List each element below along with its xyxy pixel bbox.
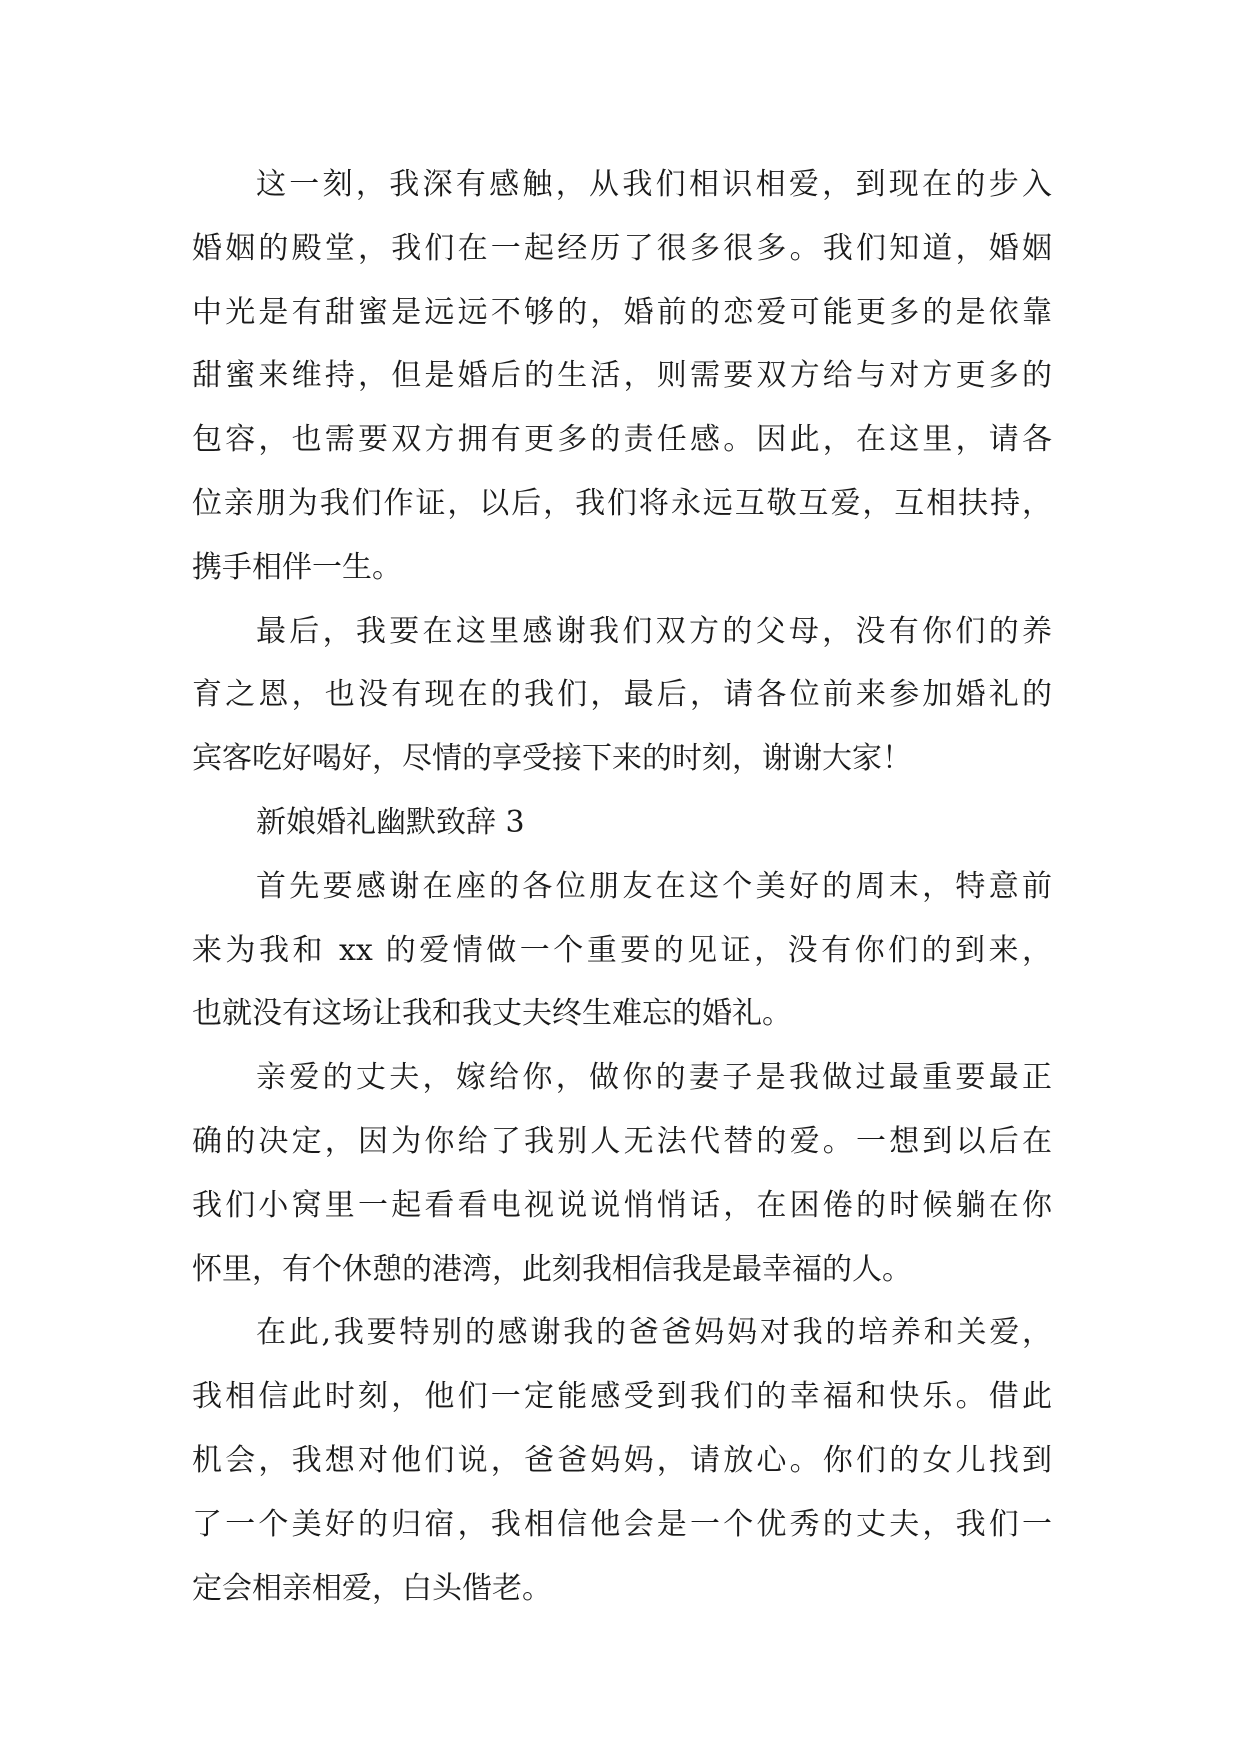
text-line: 育之恩，也没有现在的我们，最后，请各位前来参加婚礼的 xyxy=(192,677,1052,713)
document-body xyxy=(192,153,1052,1620)
text-line: 机会，我想对他们说，爸爸妈妈，请放心。你们的女儿找到 xyxy=(192,1442,1052,1478)
text-line: 也就没有这场让我和我丈夫终生难忘的婚礼。 xyxy=(192,996,792,1032)
text-line: 我相信此时刻，他们一定能感受到我们的幸福和快乐。借此 xyxy=(192,1379,1052,1415)
text-line: 定会相亲相爱，白头偕老。 xyxy=(192,1570,552,1606)
paragraph-to-parents xyxy=(192,1301,1052,1620)
paragraph-to-husband xyxy=(192,1046,1052,1301)
paragraph-thanks-guests xyxy=(192,855,1052,1046)
text-line: 确的决定，因为你给了我别人无法代替的爱。一想到以后在 xyxy=(192,1123,1052,1159)
text-line: 这一刻，我深有感触，从我们相识相爱，到现在的步入 xyxy=(256,167,1052,202)
text-line: 宾客吃好喝好，尽情的享受接下来的时刻，谢谢大家！ xyxy=(192,741,912,777)
text-line: 亲爱的丈夫，嫁给你，做你的妻子是我做过最重要最正 xyxy=(256,1060,1052,1096)
text-line: 怀里，有个休憩的港湾，此刻我相信我是最幸福的人。 xyxy=(192,1251,912,1287)
text-line: 来为我和 xx 的爱情做一个重要的见证，没有你们的到来， xyxy=(192,932,1052,968)
text-line: 最后，我要在这里感谢我们双方的父母，没有你们的养 xyxy=(256,613,1052,649)
text-line: 包容，也需要双方拥有更多的责任感。因此，在这里，请各 xyxy=(192,422,1052,458)
section-title: 新娘婚礼幽默致辞 3 xyxy=(256,804,525,840)
text-line: 位亲朋为我们作证，以后，我们将永远互敬互爱，互相扶持， xyxy=(192,485,1052,521)
section-heading xyxy=(192,791,1052,855)
text-line: 携手相伴一生。 xyxy=(192,549,402,585)
text-line: 了一个美好的归宿，我相信他会是一个优秀的丈夫，我们一 xyxy=(192,1506,1052,1542)
paragraph-thanks-parents xyxy=(192,600,1052,791)
text-line: 我们小窝里一起看看电视说说悄悄话，在困倦的时候躺在你 xyxy=(192,1187,1052,1223)
text-line: 首先要感谢在座的各位朋友在这个美好的周末，特意前 xyxy=(256,868,1052,904)
paragraph-wedding-reflection xyxy=(192,153,1052,600)
text-line: 在此,我要特别的感谢我的爸爸妈妈对我的培养和关爱， xyxy=(256,1315,1052,1351)
text-line: 婚姻的殿堂，我们在一起经历了很多很多。我们知道，婚姻 xyxy=(192,230,1052,266)
text-line: 中光是有甜蜜是远远不够的，婚前的恋爱可能更多的是依靠 xyxy=(192,294,1052,330)
text-line: 甜蜜来维持，但是婚后的生活，则需要双方给与对方更多的 xyxy=(192,358,1052,394)
